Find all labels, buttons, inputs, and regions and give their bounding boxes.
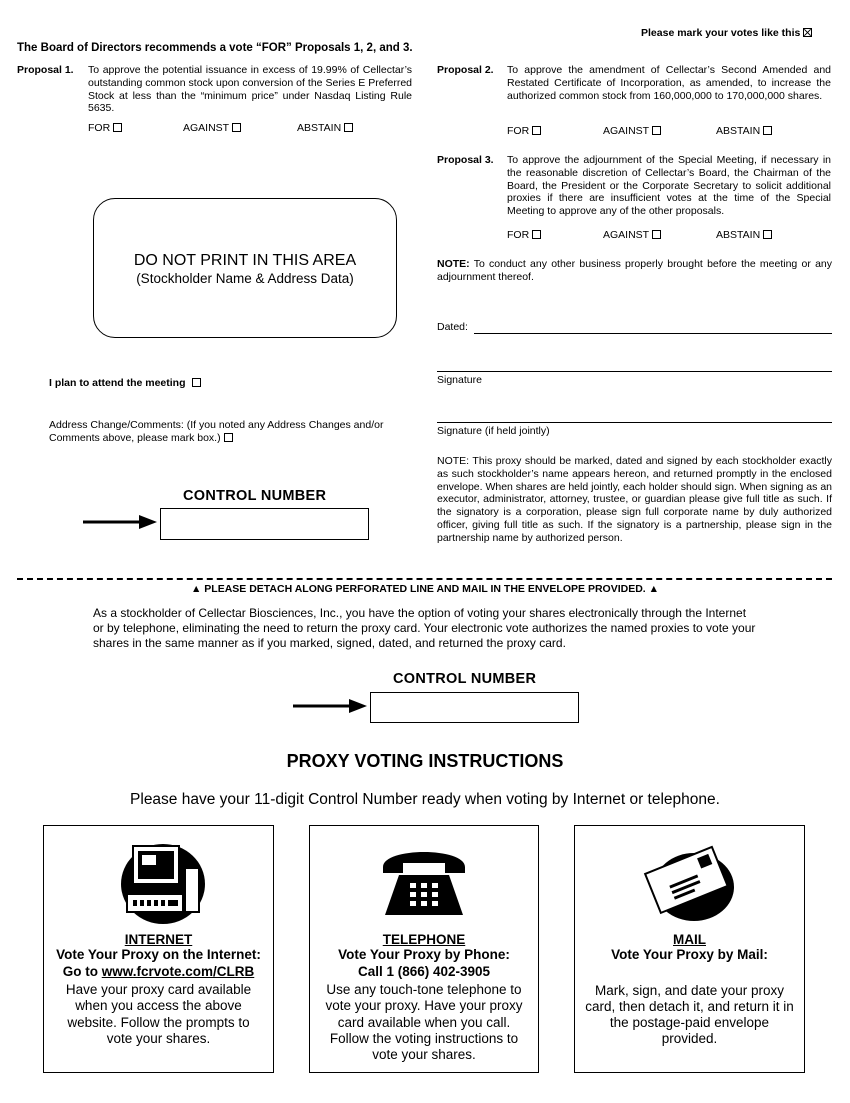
computer-icon (44, 836, 273, 926)
proposal-3-against[interactable] (603, 229, 661, 242)
control-number-label: CONTROL NUMBER (183, 488, 327, 504)
address-data-area (93, 198, 397, 338)
checkbox-icon[interactable] (652, 230, 661, 239)
mark-instruction (641, 27, 812, 39)
proposal-3-for[interactable] (507, 229, 541, 242)
checkbox-icon[interactable] (532, 230, 541, 239)
signature-joint-line[interactable] (437, 422, 832, 423)
electronic-intro: As a stockholder of Cellectar Biosciences, Inc., you have the option of voting your shares electronically through the Internet or by telephone, eliminating the need to return the proxy card. Your electronic vote authorizes the named proxies to vote your shares in the same manner as if you marked, signed, dated, and returned the proxy card. (93, 606, 756, 650)
arrow-right-icon (83, 514, 157, 530)
proposal-3-text: To approve the adjournment of the Special Meeting, if necessary in the reasonable discretion of Cellectar’s Board, the Chairman of the Board, the President or the Corporate Secretary to solicit additional proxies if there are insufficient votes at the time of the Special Meeting to approve any of the other proposals. (507, 154, 831, 218)
do-not-print-title: DO NOT PRINT IN THIS AREA (133, 252, 357, 269)
note-text: To conduct any other business properly brought before the meeting or any adjournment thereof. (437, 258, 832, 283)
checkbox-icon[interactable] (192, 378, 201, 387)
dated-label: Dated: (437, 321, 468, 333)
telephone-title: TELEPHONE (382, 932, 466, 947)
signature-line[interactable] (437, 371, 832, 372)
for-label: FOR (507, 125, 530, 137)
telephone-body: Use any touch-tone telephone to vote your proxy. Have your proxy card available when you call. Follow the voting instructions to vote your shares. (325, 982, 523, 1063)
internet-go-to: Go to (62, 963, 102, 979)
mail-body: Mark, sign, and date your proxy card, then detach it, and return it in the postage-paid envelope provided. (585, 982, 794, 1047)
against-label: AGAINST (603, 229, 650, 241)
telephone-icon (310, 836, 538, 926)
proposal-1-for[interactable] (88, 122, 122, 135)
checkbox-icon[interactable] (763, 126, 772, 135)
internet-panel (43, 825, 274, 1073)
internet-line2 (44, 964, 273, 981)
checked-box-icon (803, 28, 812, 37)
proposal-2-against[interactable] (603, 125, 661, 138)
for-label: FOR (507, 229, 530, 241)
voting-title: PROXY VOTING INSTRUCTIONS (286, 751, 564, 771)
control-number-label-2: CONTROL NUMBER (393, 671, 537, 687)
internet-line1: Vote Your Proxy on the Internet: (56, 947, 261, 962)
for-label: FOR (88, 122, 111, 134)
mail-line1: Vote Your Proxy by Mail: (611, 947, 768, 962)
detach-instruction: ▲ PLEASE DETACH ALONG PERFORATED LINE AND MAIL IN THE ENVELOPE PROVIDED. ▲ (190, 583, 660, 595)
checkbox-icon[interactable] (224, 433, 233, 442)
internet-body: Have your proxy card available when you access the above website. Follow the prompts to vote your shares. (65, 982, 252, 1046)
proposal-1-label: Proposal 1. (17, 64, 74, 76)
telephone-panel (309, 825, 539, 1073)
envelope-icon (575, 836, 804, 926)
perforated-line (17, 578, 832, 580)
abstain-label: ABSTAIN (297, 122, 342, 134)
voting-subtitle: Please have your 11-digit Control Number ready when voting by Internet or telephone. (130, 791, 720, 808)
control-number-box-2[interactable] (370, 692, 579, 723)
proposal-1-text: To approve the potential issuance in excess of 19.99% of Cellectar’s outstanding common stock upon conversion of the Series E Preferred Stock at less than the “minimum price” under Nasdaq Listing Rule 5635. (88, 64, 412, 115)
address-change[interactable] (49, 419, 389, 445)
proposal-2-abstain[interactable] (716, 125, 772, 138)
proposal-2-text: To approve the amendment of Cellectar’s Second Amended and Restated Certificate of Incorporation, as amended, to increase the authorized common stock from 160,000,000 to 170,000,000 shares. (507, 64, 831, 102)
abstain-label: ABSTAIN (716, 125, 761, 137)
do-not-print-subtitle: (Stockholder Name & Address Data) (136, 271, 354, 286)
proposal-1-against[interactable] (183, 122, 241, 135)
internet-title: INTERNET (124, 932, 193, 947)
proposal-1-abstain[interactable] (297, 122, 353, 135)
checkbox-icon[interactable] (652, 126, 661, 135)
mail-title: MAIL (673, 932, 706, 947)
dated-line[interactable] (474, 333, 832, 334)
against-label: AGAINST (183, 122, 230, 134)
mail-panel (574, 825, 805, 1073)
abstain-label: ABSTAIN (716, 229, 761, 241)
note-label: NOTE: (437, 258, 470, 270)
note-other-business (437, 258, 832, 284)
checkbox-icon[interactable] (532, 126, 541, 135)
telephone-line1: Vote Your Proxy by Phone: (338, 947, 510, 962)
control-number-box[interactable] (160, 508, 369, 540)
checkbox-icon[interactable] (344, 123, 353, 132)
signing-note: NOTE: This proxy should be marked, dated and signed by each stockholder exactly as such stockholder’s name appears hereon, and returned promptly in the enclosed envelope. When shares are held jointly, each holder should sign. When signing as an executor, administrator, attorney, trustee, or guardian please give full title as such. If the signatory is a corporation, please sign full corporate name by duly authorized officer, giving full title as such. If the signatory is a partnership, please sign in the partnership name by authorized person. (437, 455, 832, 544)
signature-joint-label: Signature (if held jointly) (437, 425, 550, 437)
attend-meeting-label: I plan to attend the meeting (49, 377, 186, 389)
checkbox-icon[interactable] (113, 123, 122, 132)
address-change-label: Address Change/Comments: (If you noted any Address Changes and/or Comments above, please mark box.) (49, 419, 384, 444)
arrow-right-icon (293, 698, 367, 714)
proposal-2-for[interactable] (507, 125, 541, 138)
telephone-line2: Call 1 (866) 402-3905 (357, 963, 491, 979)
against-label: AGAINST (603, 125, 650, 137)
internet-url-link[interactable]: www.fcrvote.com/CLRB (101, 963, 255, 979)
proposal-3-label: Proposal 3. (437, 154, 494, 166)
board-recommendation: The Board of Directors recommends a vote “FOR” Proposals 1, 2, and 3. (17, 42, 413, 54)
proposal-2-label: Proposal 2. (437, 64, 494, 76)
attend-meeting[interactable] (49, 377, 201, 390)
checkbox-icon[interactable] (763, 230, 772, 239)
signature-label: Signature (437, 374, 482, 386)
mark-instruction-text: Please mark your votes like this (641, 27, 801, 39)
proposal-3-abstain[interactable] (716, 229, 772, 242)
checkbox-icon[interactable] (232, 123, 241, 132)
